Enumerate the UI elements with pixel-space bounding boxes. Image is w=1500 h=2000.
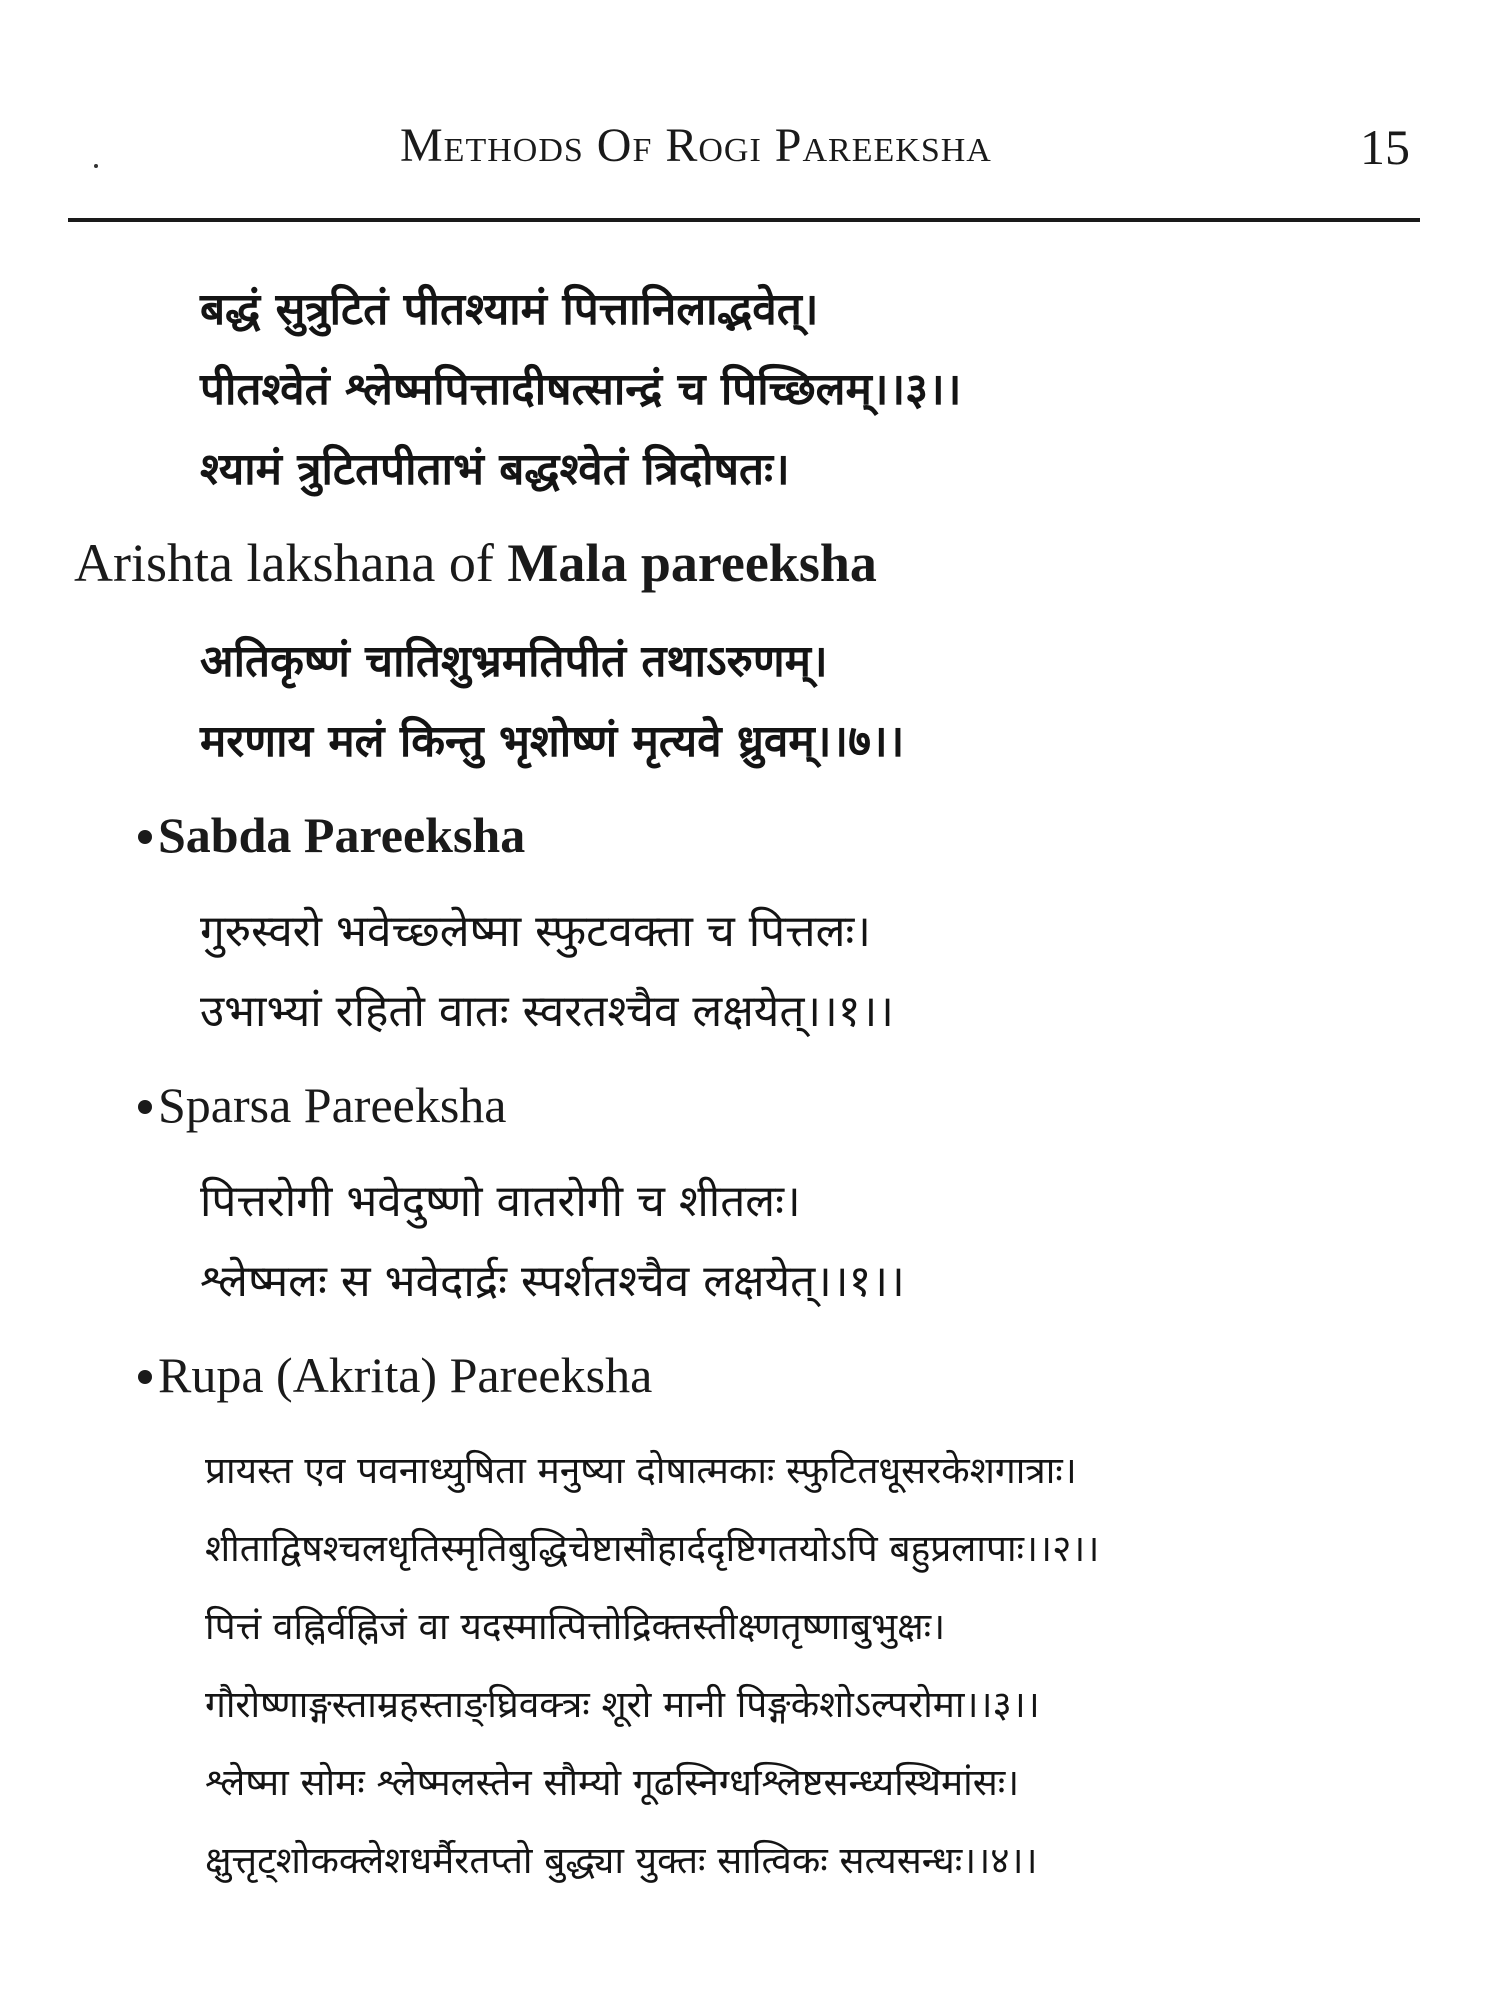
verse-intro [200, 270, 961, 510]
verse-line: प्रायस्त एव पवनाध्युषिता मनुष्या दोषात्मकाः स्फुटितधूसरकेशगात्राः। [205, 1449, 1077, 1492]
bullet-icon [138, 1370, 152, 1384]
verse-line: श्यामं त्रुटितपीताभं बद्धश्वेतं त्रिदोषतः। [200, 444, 790, 495]
verse-sparsa [200, 1162, 905, 1322]
rupa-heading-text: Rupa (Akrita) Pareeksha [158, 1347, 653, 1403]
running-header [0, 118, 1500, 188]
verse-line: श्लेष्मलः स भवेदार्द्रः स्पर्शतश्चैव लक्षयेत्।।१।। [200, 1256, 905, 1307]
verse-rupa [205, 1432, 1099, 1900]
verse-line: मरणाय मलं किन्तु भृशोष्णं मृत्यवे ध्रुवम्।।७।। [200, 716, 905, 767]
verse-line: श्लेष्मा सोमः श्लेष्मलस्तेन सौम्यो गूढस्निग्धश्लिष्टसन्ध्यस्थिमांसः। [205, 1761, 1020, 1804]
verse-line: बद्धं सुत्रुटितं पीतश्यामं पित्तानिलाद्भवेत्। [200, 284, 819, 335]
sabda-heading-text: Sabda Pareeksha [158, 807, 526, 863]
running-title: Methods Of Rogi Pareeksha [400, 119, 992, 172]
verse-line: अतिकृष्णं चातिशुभ्रमतिपीतं तथाऽरुणम्। [200, 636, 828, 687]
verse-sabda [200, 892, 894, 1052]
verse-line: पित्तं वह्निर्वह्निजं वा यदस्मात्पित्तोद्रिक्तस्तीक्ष्णतृष्णाबुभुक्षः। [205, 1605, 946, 1648]
sparsa-heading [138, 1076, 507, 1134]
verse-line: पीतश्वेतं श्लेष्मपित्तादीषत्सान्द्रं च पिच्छिलम्।।३।। [200, 364, 962, 415]
header-rule [68, 218, 1420, 222]
bullet-icon [138, 1100, 152, 1114]
bullet-icon [138, 830, 152, 844]
verse-line: पित्तरोगी भवेदुष्णो वातरोगी च शीतलः। [200, 1176, 801, 1227]
verse-line: उभाभ्यां रहितो वातः स्वरतश्चैव लक्षयेत्।।१।। [200, 986, 894, 1037]
sparsa-heading-text: Sparsa Pareeksha [158, 1077, 507, 1133]
verse-line: क्षुत्तृट्शोकक्लेशधर्मैरतप्तो बुद्ध्या युक्तः सात्विकः सत्यसन्धः।।४।। [205, 1839, 1038, 1882]
arishta-heading-prefix: Arishta lakshana of [74, 533, 508, 593]
arishta-heading-bold: Mala pareeksha [507, 533, 877, 593]
rupa-heading [138, 1346, 652, 1404]
sabda-heading [138, 806, 525, 864]
page-number: 15 [1360, 119, 1410, 175]
verse-arishta [200, 622, 904, 782]
verse-line: शीताद्विषश्चलधृतिस्मृतिबुद्धिचेष्टासौहार्ददृष्टिगतयोऽपि बहुप्रलापाः।।२।। [205, 1527, 1100, 1570]
arishta-heading [74, 532, 877, 594]
verse-line: गुरुस्वरो भवेच्छ्लेष्मा स्फुटवक्ता च पित्तलः। [200, 906, 871, 957]
verse-line: गौरोष्णाङ्गस्ताम्रहस्ताङ्घ्रिवक्त्रः शूरो मानी पिङ्गकेशोऽल्परोमा।।३।। [205, 1683, 1040, 1726]
